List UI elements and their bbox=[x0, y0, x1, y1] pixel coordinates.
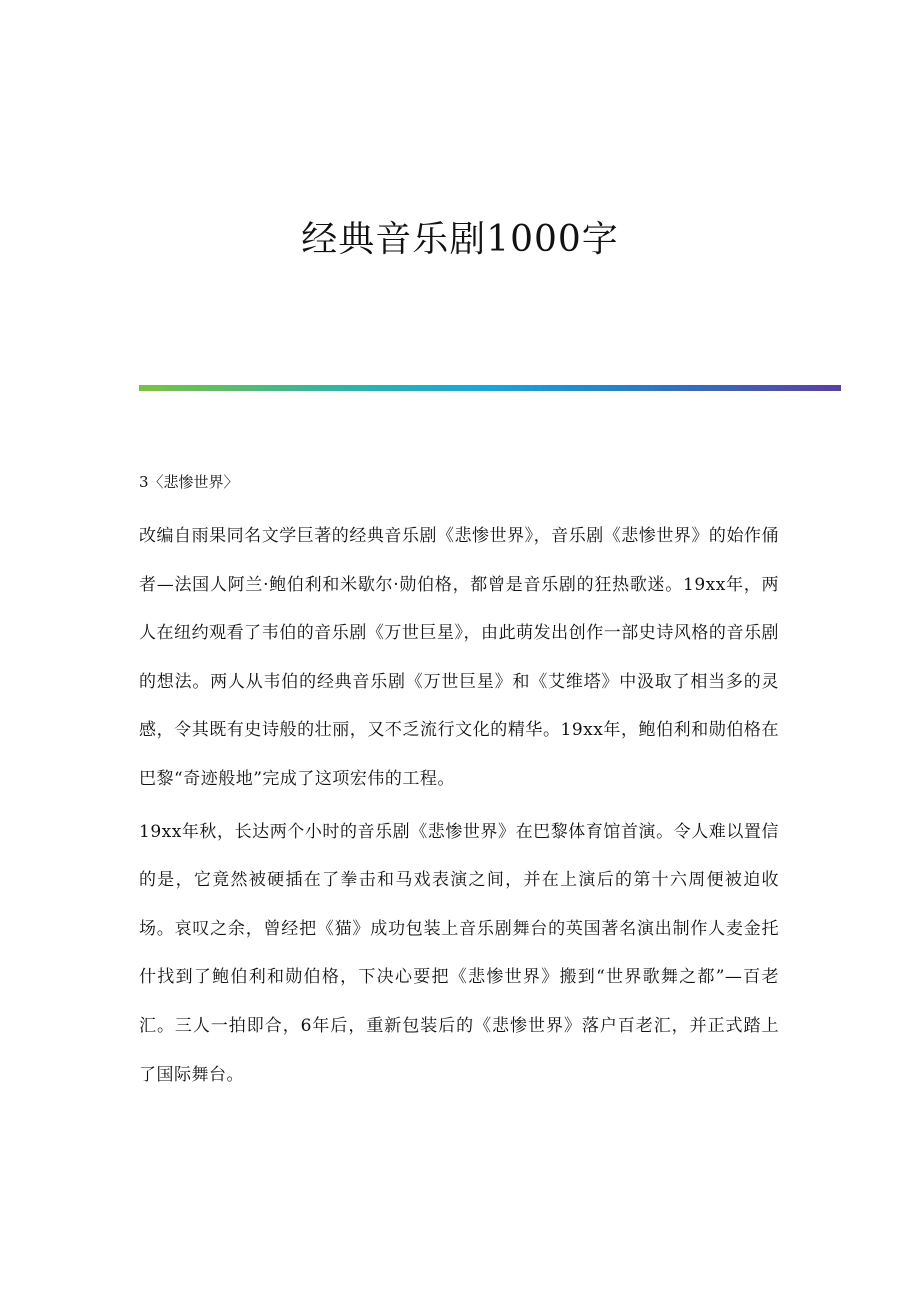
paragraph-2: 19xx年秋，长达两个小时的音乐剧《悲惨世界》在巴黎体育馆首演。令人难以置信的是，它竟然被硬插在了拳击和马戏表演之间，并在上演后的第十六周便被迫收场。哀叹之余，曾经把《猫》成功包装上音乐剧舞台的英国著名演出制作人麦金托什找到了鲍伯利和勋伯格，下决心要把《悲惨世界》搬到“世界歌舞之都”—百老汇。三人一拍即合，6年后，重新包装后的《悲惨世界》落户百老汇，并正式踏上了国际舞台。 bbox=[139, 821, 779, 1085]
gradient-divider bbox=[139, 385, 841, 391]
document-body bbox=[139, 464, 779, 1099]
section-heading: 3〈悲惨世界〉 bbox=[139, 473, 239, 491]
document-title: 经典音乐剧1000字 bbox=[301, 219, 619, 260]
paragraph-1: 改编自雨果同名文学巨著的经典音乐剧《悲惨世界》，音乐剧《悲惨世界》的始作俑者—法国人阿兰·鲍伯利和米歇尔·勋伯格，都曾是音乐剧的狂热歌迷。19xx年，两人在纽约观看了韦伯的音乐剧《万世巨星》，由此萌发出创作一部史诗风格的音乐剧的想法。两人从韦伯的经典音乐剧《万世巨星》和《艾维塔》中汲取了相当多的灵感，令其既有史诗般的壮丽，又不乏流行文化的精华。19xx年，鲍伯利和勋伯格在巴黎“奇迹般地”完成了这项宏伟的工程。 bbox=[139, 526, 779, 789]
